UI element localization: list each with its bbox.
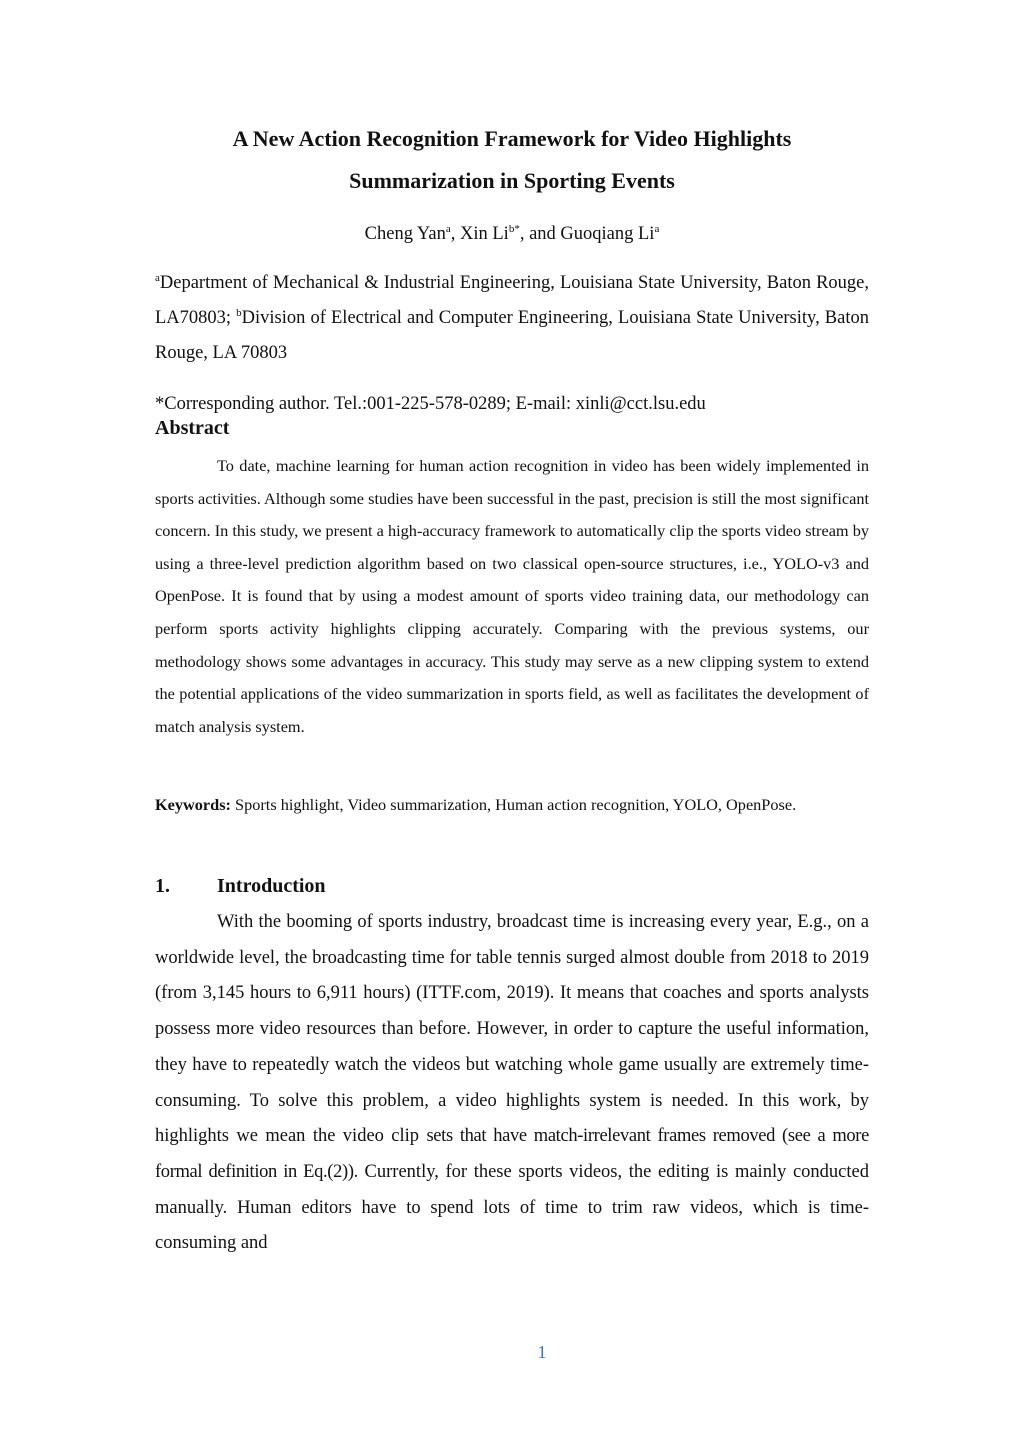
section-number: 1. [155,875,170,897]
affiliation-a-mark: a [155,271,160,284]
affiliation-b: Division of Electrical and Computer Engineering, Louisiana State University, Baton Rouge, LA 70803 [155,308,869,363]
intro-text-part-1: With the booming of sports industry, broadcast time is increasing every year, E.g., on a worldwide level, the broadcasting time for table tennis surged almost double from 2018 to 2019 (from 3,145 hours to 6,911 hours) (ITTF.com, 2019). It means that coaches and sports analysts possess more video resources than before. However, in order to capture the useful information, they have to repeatedly watch the videos but watching whole game usually are extremely time-consuming. To solve this problem, a video highlights system is needed. In this work, by highlights we mean the video clip [155,912,869,1147]
keywords [155,789,869,821]
author-name: Xin Li [460,224,509,244]
keywords-list: Sports highlight, Video summarization, Human action recognition, YOLO, OpenPose. [230,795,797,814]
title-line-2: Summarization in Sporting Events [349,168,675,193]
intro-text-part-2: sets that have match-irrelevant frames removed (see a more formal definition in Eq.(2)). [155,1126,869,1182]
author-affiliation-mark: b* [508,222,520,235]
affiliations [155,266,869,371]
author-affiliation-mark: a [445,222,451,235]
abstract-heading: Abstract [155,417,230,439]
affiliation-b-mark: b [236,306,242,319]
section-heading-introduction [155,871,326,901]
author-name: Cheng Yan [364,224,446,244]
author-list [100,220,924,248]
affiliation-a: Department of Mechanical & Industrial Engineering, Louisiana State University, Baton Rouge, LA70803; [155,273,869,328]
paper-title [100,118,924,202]
intro-text-part-3: Currently, for these sports videos, the editing is mainly conducted manually. Human editors have to spend lots of time to trim raw videos, which is time-consuming and [155,1161,869,1254]
introduction-body [155,905,869,1262]
author-separator: , [450,224,460,244]
author-name: Guoqiang Li [560,224,655,244]
author-separator: , and [519,224,561,244]
abstract-body: To date, machine learning for human action recognition in video has been widely implemented in sports activities. Although some studies have been successful in the past, precision is still the most significant concern. In this study, we present a high-accuracy framework to automatically clip the sports video stream by using a three-level prediction algorithm based on two classical open-source structures, i.e., YOLO-v3 and OpenPose. It is found that by using a modest amount of sports video training data, our methodology can perform sports activity highlights clipping accurately. Comparing with the previous systems, our methodology shows some advantages in accuracy. This study may serve as a new clipping system to extend the potential applications of the video summarization in sports field, as well as facilitates the development of match analysis system. [155,456,869,736]
keywords-label: Keywords: [155,795,231,814]
section-title: Introduction [217,875,326,897]
corresponding-author: *Corresponding author. Tel.:001-225-578-0289; E-mail: xinli@cct.lsu.edu [155,394,706,414]
page-number: 1 [537,1342,547,1362]
author-affiliation-mark: a [654,222,660,235]
title-line-1: A New Action Recognition Framework for Video Highlights [232,126,792,151]
